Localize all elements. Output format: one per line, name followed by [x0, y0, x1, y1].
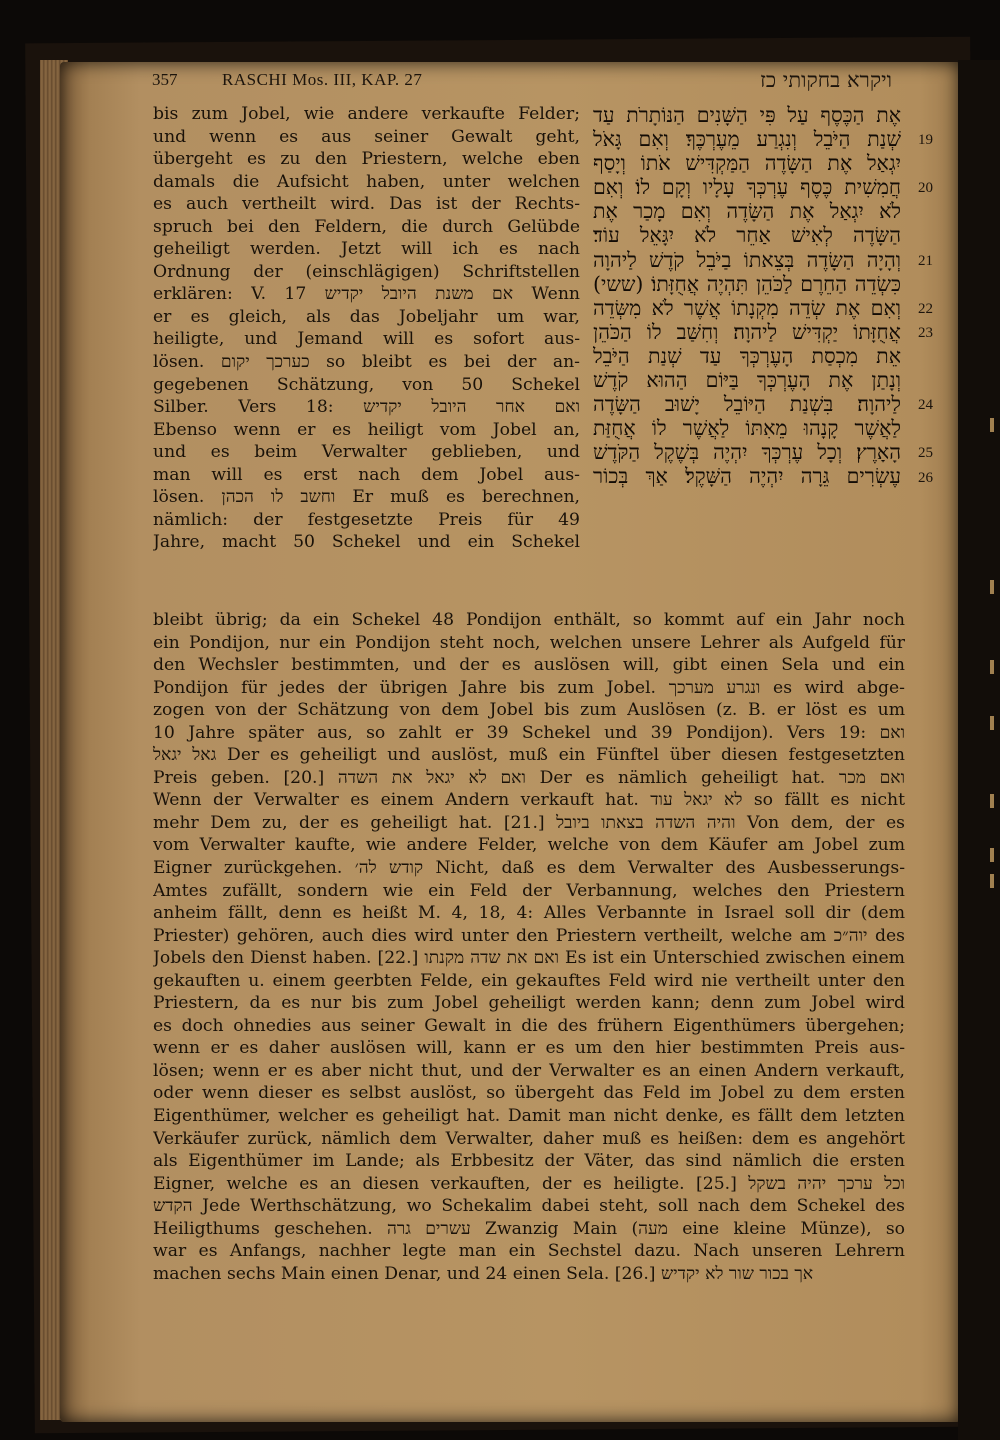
commentary-left-column: [153, 103, 580, 554]
commentary-line: geheiligt werden. Jetzt will ich es nach: [153, 239, 580, 260]
commentary-line: lösen. כערכך יקום so bleibt es bei der an-: [153, 352, 580, 373]
commentary-line: und wenn es aus seiner Gewalt geht,: [153, 126, 580, 147]
commentary-line: heiligte, und Jemand will es sofort aus-: [153, 329, 580, 350]
commentary-line: machen sechs Main einen Denar, und 24 einen Sela. [26.] אך בכור שור לא יקדיש: [153, 1263, 814, 1284]
commentary-line: Wenn der Verwalter es einem Andern verkauft hat. לא יגאל עוד so fällt es nicht: [153, 790, 905, 811]
facing-page-mark: [990, 716, 994, 730]
commentary-line: man will es erst nach dem Jobel aus-: [153, 464, 580, 485]
commentary-line: bis zum Jobel, wie andere verkaufte Felder;: [153, 104, 580, 124]
facing-page-mark: [990, 660, 994, 674]
commentary-line: war es Anfangs, nachher legte man ein Sechstel dazu. Nach unseren Lehrern: [153, 1241, 905, 1262]
commentary-line: Priestern, da es nur bis zum Jobel geheiligt werden kann; denn zum Jobel wird: [153, 993, 905, 1014]
verse-number: 24: [918, 397, 933, 414]
commentary-line: den Wechsler bestimmten, und der es auslösen will, gibt einen Sela und ein: [153, 655, 905, 676]
commentary-line: es doch ohnedies aus seiner Gewalt in die des frühern Eigenthümers übergehen;: [153, 1015, 905, 1036]
commentary-line: vom Verwalter kaufte, wie andere Felder, welche von dem Käufer am Jobel zum: [153, 835, 905, 856]
commentary-line: Priester) gehören, auch dies wird unter den Priestern vertheilt, welche am יוה״כ des: [153, 925, 905, 946]
facing-page-mark: [990, 794, 994, 808]
hebrew-verse-line: לַאֲשֶׁר קָנָהוּ מֵאִתּוֹ לַאֲשֶׁר לוֹ אֲחֻזַּת: [593, 416, 901, 441]
hebrew-verse-line: לֹא יִגְאַל אֶת הַשָּׂדֶה וְאִם מָכַר אֶת: [593, 199, 901, 224]
commentary-line: mehr Dem zu, der es geheiligt hat. [21.] והיה השדה בצאתו ביובל Von dem, der es: [153, 812, 905, 833]
facing-page-mark: [990, 418, 994, 432]
commentary-line: lösen. וחשב לו הכהן Er muß es berechnen,: [153, 487, 580, 508]
commentary-line: Pondijon für jedes der übrigen Jahre bis zum Jobel. ונגרע מערכך es wird abge-: [153, 677, 905, 698]
commentary-line: Eigenthümer, welcher es geheiligt hat. Damit man nicht denke, es fällt dem letzten: [153, 1106, 905, 1127]
commentary-line: Jahre, macht 50 Schekel und ein Schekel: [153, 532, 580, 553]
facing-page-mark: [990, 874, 994, 888]
commentary-line: oder wenn dieser es selbst auslöst, so übergeht das Feld im Jobel zu dem ersten: [153, 1083, 905, 1104]
commentary-line: nämlich: der festgesetzte Preis für 49: [153, 509, 580, 530]
verse-number: 26: [918, 469, 933, 486]
page-number: 357: [152, 70, 178, 89]
commentary-line: bleibt übrig; da ein Schekel 48 Pondijon enthält, so kommt auf ein Jahr noch: [153, 610, 905, 630]
hebrew-verse-line: וְהָיָה הַשָּׂדֶה בְּצֵאתוֹ בַיֹּבֵל קֹדֶשׁ לַיהוָה: [593, 247, 901, 272]
commentary-line: Eigner, welche es an diesen verkauften, der es heiligte. [25.] וכל ערכך יהיה בשקל: [153, 1173, 905, 1194]
commentary-line: Preis geben. [20.] ואם לא יגאל את השדה Der es nämlich geheiligt hat. ואם מכר: [153, 767, 905, 788]
hebrew-verse-line: כִּשְׂדֵה הַחֵרֶם לַכֹּהֵן תִּהְיֶה אֲחֻזָּתוֹ׃ (ששי): [593, 271, 901, 296]
facing-page-mark: [990, 848, 994, 862]
commentary-line: er es gleich, als das Jobeljahr um war,: [153, 306, 580, 327]
commentary-line: als Eigenthümer im Lande; als Erbbesitz der Väter, das sind nämlich die ersten: [153, 1151, 905, 1172]
hebrew-verse-line: חֲמִשִׁית כֶּסֶף עֶרְכְּךָ עָלָיו וְקָם לוֹ׃ וְאִם: [593, 175, 901, 200]
verse-number: 23: [918, 324, 933, 341]
verse-number: 19: [918, 132, 933, 149]
commentary-line: Eigner zurückgehen. קודש לה׳ Nicht, daß es dem Verwalter des Ausbesserungs-: [153, 858, 905, 879]
commentary-line: damals die Aufsicht haben, unter welchen: [153, 171, 580, 192]
hebrew-verse-line: הָאָרֶץ׃ וְכָל עֶרְכְּךָ יִהְיֶה בְּשֶׁקֶל הַקֹּדֶשׁ: [593, 440, 901, 465]
hebrew-verse-line: יִגְאַל אֶת הַשָּׂדֶה הַמַּקְדִּישׁ אֹתוֹ וְיָסַף: [593, 151, 901, 176]
commentary-line: Verkäufer zurück, nämlich dem Verwalter, daher muß es heißen: dem es angehört: [153, 1128, 905, 1149]
commentary-line: lösen; wenn er es aber nicht thut, und der Verwalter es an einen Andern verkauft,: [153, 1060, 905, 1081]
commentary-line: gekauften u. einem geerbten Felde, ein gekauftes Feld wird nie vertheilt unter den: [153, 970, 905, 991]
hebrew-verse-line: שְׁנַת הַיֹּבֵל וְנִגְרַע מֵעֶרְכֶּךָ׃ וְאִם גָּאֹל: [593, 127, 901, 152]
commentary-line: 10 Jahre später aus, so zahlt er 39 Schekel und 39 Pondijon). Vers 19: ואם: [153, 722, 905, 743]
verse-number: 22: [918, 300, 933, 317]
verse-number: 25: [918, 445, 933, 462]
commentary-line: Ebenso wenn er es heiligt vom Jobel an,: [153, 419, 580, 440]
commentary-line: Ordnung der (einschlägigen) Schriftstellen: [153, 261, 580, 282]
hebrew-verse-line: עֶשְׂרִים גֵּרָה יִהְיֶה הַשָּׁקֶל׃ אַךְ בְּכוֹר: [593, 464, 901, 489]
commentary-line: Jobels den Dienst haben. [22.] ואם את שדה מקנתו Es ist ein Unterschied zwischen einem: [153, 948, 905, 969]
running-title: RASCHI Mos. III, KAP. 27: [222, 70, 423, 89]
commentary-full-width: [153, 609, 905, 1285]
commentary-line: spruch bei den Feldern, die durch Gelübde: [153, 216, 580, 237]
hebrew-running-title: ויקרא בחקותי כז: [760, 68, 892, 92]
hebrew-verse-line: אֵת מִכְסַת הָעֶרְכְּךָ עַד שְׁנַת הַיֹּבֵל: [593, 343, 901, 368]
verse-number: 20: [918, 180, 933, 197]
hebrew-verse-line: הַשָּׂדֶה לְאִישׁ אַחֵר לֹא יִגָּאֵל עוֹד׃: [593, 223, 901, 248]
commentary-line: es auch vertheilt wird. Das ist der Rechts-: [153, 194, 580, 215]
verse-number: 21: [918, 252, 933, 269]
hebrew-verse-line: לַיהוָה׃ בִּשְׁנַת הַיּוֹבֵל יָשׁוּב הַשָּׂדֶה: [593, 392, 901, 417]
commentary-line: Silber. Vers 18: ואם אחר היובל יקדיש: [153, 397, 580, 418]
commentary-line: erklären: V. 17 אם משנת היובל יקדיש Wenn: [153, 284, 580, 305]
commentary-line: zogen von der Schätzung von dem Jobel bis zum Auslösen (z. B. er löst es um: [153, 700, 905, 721]
page-header: [152, 68, 912, 94]
commentary-line: anheim fällt, denn es heißt M. 4, 18, 4: Alles Verbannte in Israel soll dir (dem: [153, 903, 905, 924]
commentary-line: הקדש Jede Werthschätzung, wo Schekalim dabei steht, soll nach dem Schekel des: [153, 1196, 905, 1217]
facing-page-mark: [990, 580, 994, 594]
commentary-line: Heiligthums geschehen. עשרים גרה Zwanzig Main (מעה eine kleine Münze), so: [153, 1218, 905, 1239]
commentary-line: wenn er es daher auslösen will, kann er es um den hier bestimmten Preis aus-: [153, 1038, 905, 1059]
commentary-line: גאל יגאל Der es geheiligt und auslöst, muß ein Fünftel über diesen festgesetzten: [153, 745, 905, 766]
commentary-line: gegebenen Schätzung, von 50 Schekel: [153, 374, 580, 395]
hebrew-verse-line: אֶת הַכֶּסֶף עַל פִּי הַשָּׁנִים הַנּוֹתָרֹת עַד: [593, 103, 901, 127]
hebrew-verse-line: אֲחֻזָּתוֹ יַקְדִּישׁ לַיהוָה׃ וְחִשַּׁב לוֹ הַכֹּהֵן: [593, 319, 901, 344]
hebrew-verse-line: וְנָתַן אֶת הָעֶרְכְּךָ בַּיּוֹם הַהוּא קֹדֶשׁ: [593, 368, 901, 393]
commentary-line: Amtes zufällt, sondern wie ein Feld der Verbannung, welches den Priestern: [153, 880, 905, 901]
commentary-line: und es beim Verwalter geblieben, und: [153, 442, 580, 463]
commentary-line: ein Pondijon, nur ein Pondijon steht noch, welchen unsere Lehrer als Aufgeld für: [153, 632, 905, 653]
commentary-line: übergeht es zu den Priestern, welche eben: [153, 149, 580, 170]
facing-page-edge: [958, 60, 1000, 1440]
hebrew-verse-line: וְאִם אֶת שְׂדֵה מִקְנָתוֹ אֲשֶׁר לֹא מִשְּׂדֵה: [593, 295, 901, 320]
hebrew-text-column: [593, 103, 901, 489]
